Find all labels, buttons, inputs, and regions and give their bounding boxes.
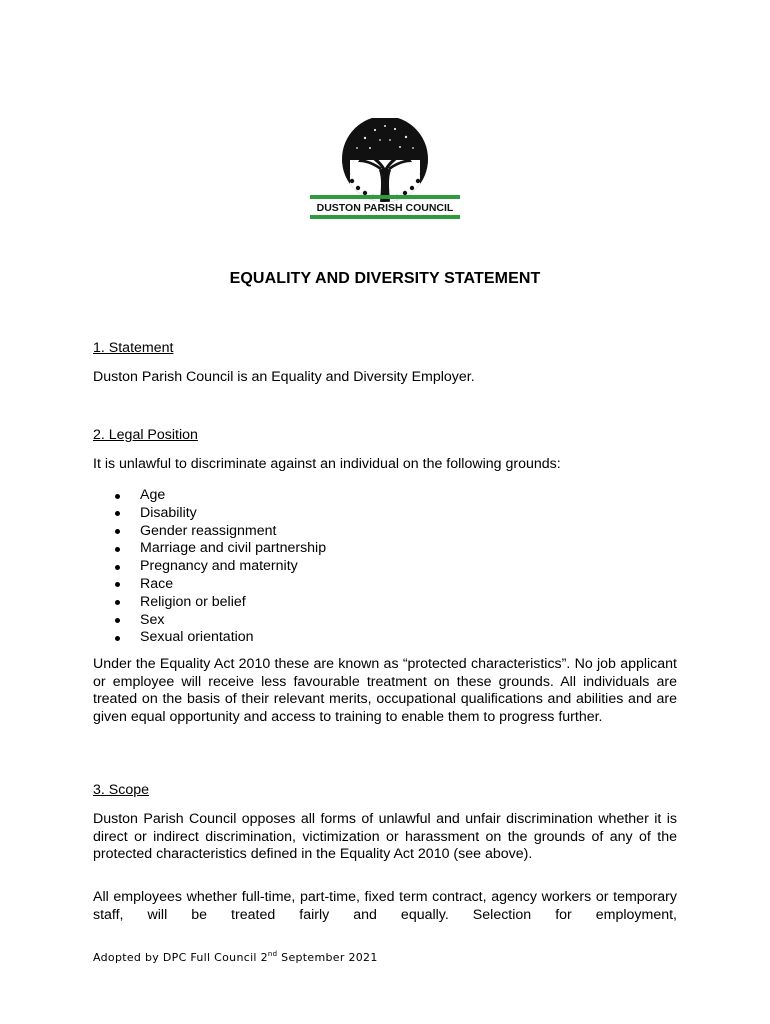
list-item-label: Religion or belief xyxy=(140,593,246,610)
bullet-icon xyxy=(115,618,120,623)
bullet-icon xyxy=(115,565,120,570)
list-item xyxy=(93,523,326,541)
bullet-icon xyxy=(115,494,120,499)
list-item-label: Sexual orientation xyxy=(140,629,254,646)
list-item xyxy=(93,576,326,594)
bullet-icon xyxy=(115,547,120,552)
list-item xyxy=(93,612,326,630)
page-title: EQUALITY AND DIVERSITY STATEMENT xyxy=(229,270,541,287)
logo-band-bottom xyxy=(310,215,460,219)
logo-band-top xyxy=(310,195,460,199)
section-1-text: Duston Parish Council is an Equality and Diversity Employer. xyxy=(93,369,475,385)
list-item-label: Age xyxy=(140,487,166,503)
grounds-list xyxy=(93,487,326,647)
page-footer xyxy=(93,950,378,964)
bullet-icon xyxy=(115,582,120,587)
footer-sup: nd xyxy=(267,950,278,958)
footer-suffix: September 2021 xyxy=(277,951,378,964)
section-3-paragraph-1: Duston Parish Council opposes all forms of unlawful and unfair discrimination whether it is direct or indirect discrimination, victimization or harassment on the grounds of any of the protected characteristics defined in the Equality Act 2010 (see above). xyxy=(93,811,677,862)
bullet-icon xyxy=(115,600,120,605)
list-item-label: Marriage and civil partnership xyxy=(140,540,327,557)
section-3-paragraph-2: All employees whether full-time, part-time, fixed term contract, agency workers or temporary staff, will be treated fairly and equally. Selection for employment, xyxy=(93,889,677,923)
council-logo xyxy=(310,118,460,222)
list-item xyxy=(93,594,326,612)
bullet-icon xyxy=(115,529,120,534)
list-item-label: Race xyxy=(140,575,174,592)
section-2-intro: It is unlawful to discriminate against an individual on the following grounds: xyxy=(93,456,561,472)
tree-icon xyxy=(310,118,460,222)
list-item-label: Disability xyxy=(140,504,197,521)
section-3-heading: 3. Scope xyxy=(93,782,150,798)
section-1-heading: 1. Statement xyxy=(93,340,174,356)
bullet-icon xyxy=(115,636,120,641)
list-item-label: Gender reassignment xyxy=(140,522,277,539)
bullet-icon xyxy=(115,511,120,516)
footer-prefix: Adopted by DPC Full Council 2 xyxy=(93,951,268,964)
list-item xyxy=(93,505,326,523)
list-item xyxy=(93,487,326,505)
list-item xyxy=(93,540,326,558)
section-2-paragraph: Under the Equality Act 2010 these are known as “protected characteristics”. No job applicant or employee will receive less favourable treatment on these grounds. All individuals are treated on the basis of their relevant merits, occupational qualifications and abilities and are given equal opportunity and access to training to enable them to progress further. xyxy=(93,656,677,725)
list-item-label: Sex xyxy=(140,611,165,628)
logo-text: DUSTON PARISH COUNCIL xyxy=(316,202,454,214)
list-item-label: Pregnancy and maternity xyxy=(140,558,298,575)
list-item xyxy=(93,629,326,647)
section-2-heading: 2. Legal Position xyxy=(93,427,198,443)
list-item xyxy=(93,558,326,576)
